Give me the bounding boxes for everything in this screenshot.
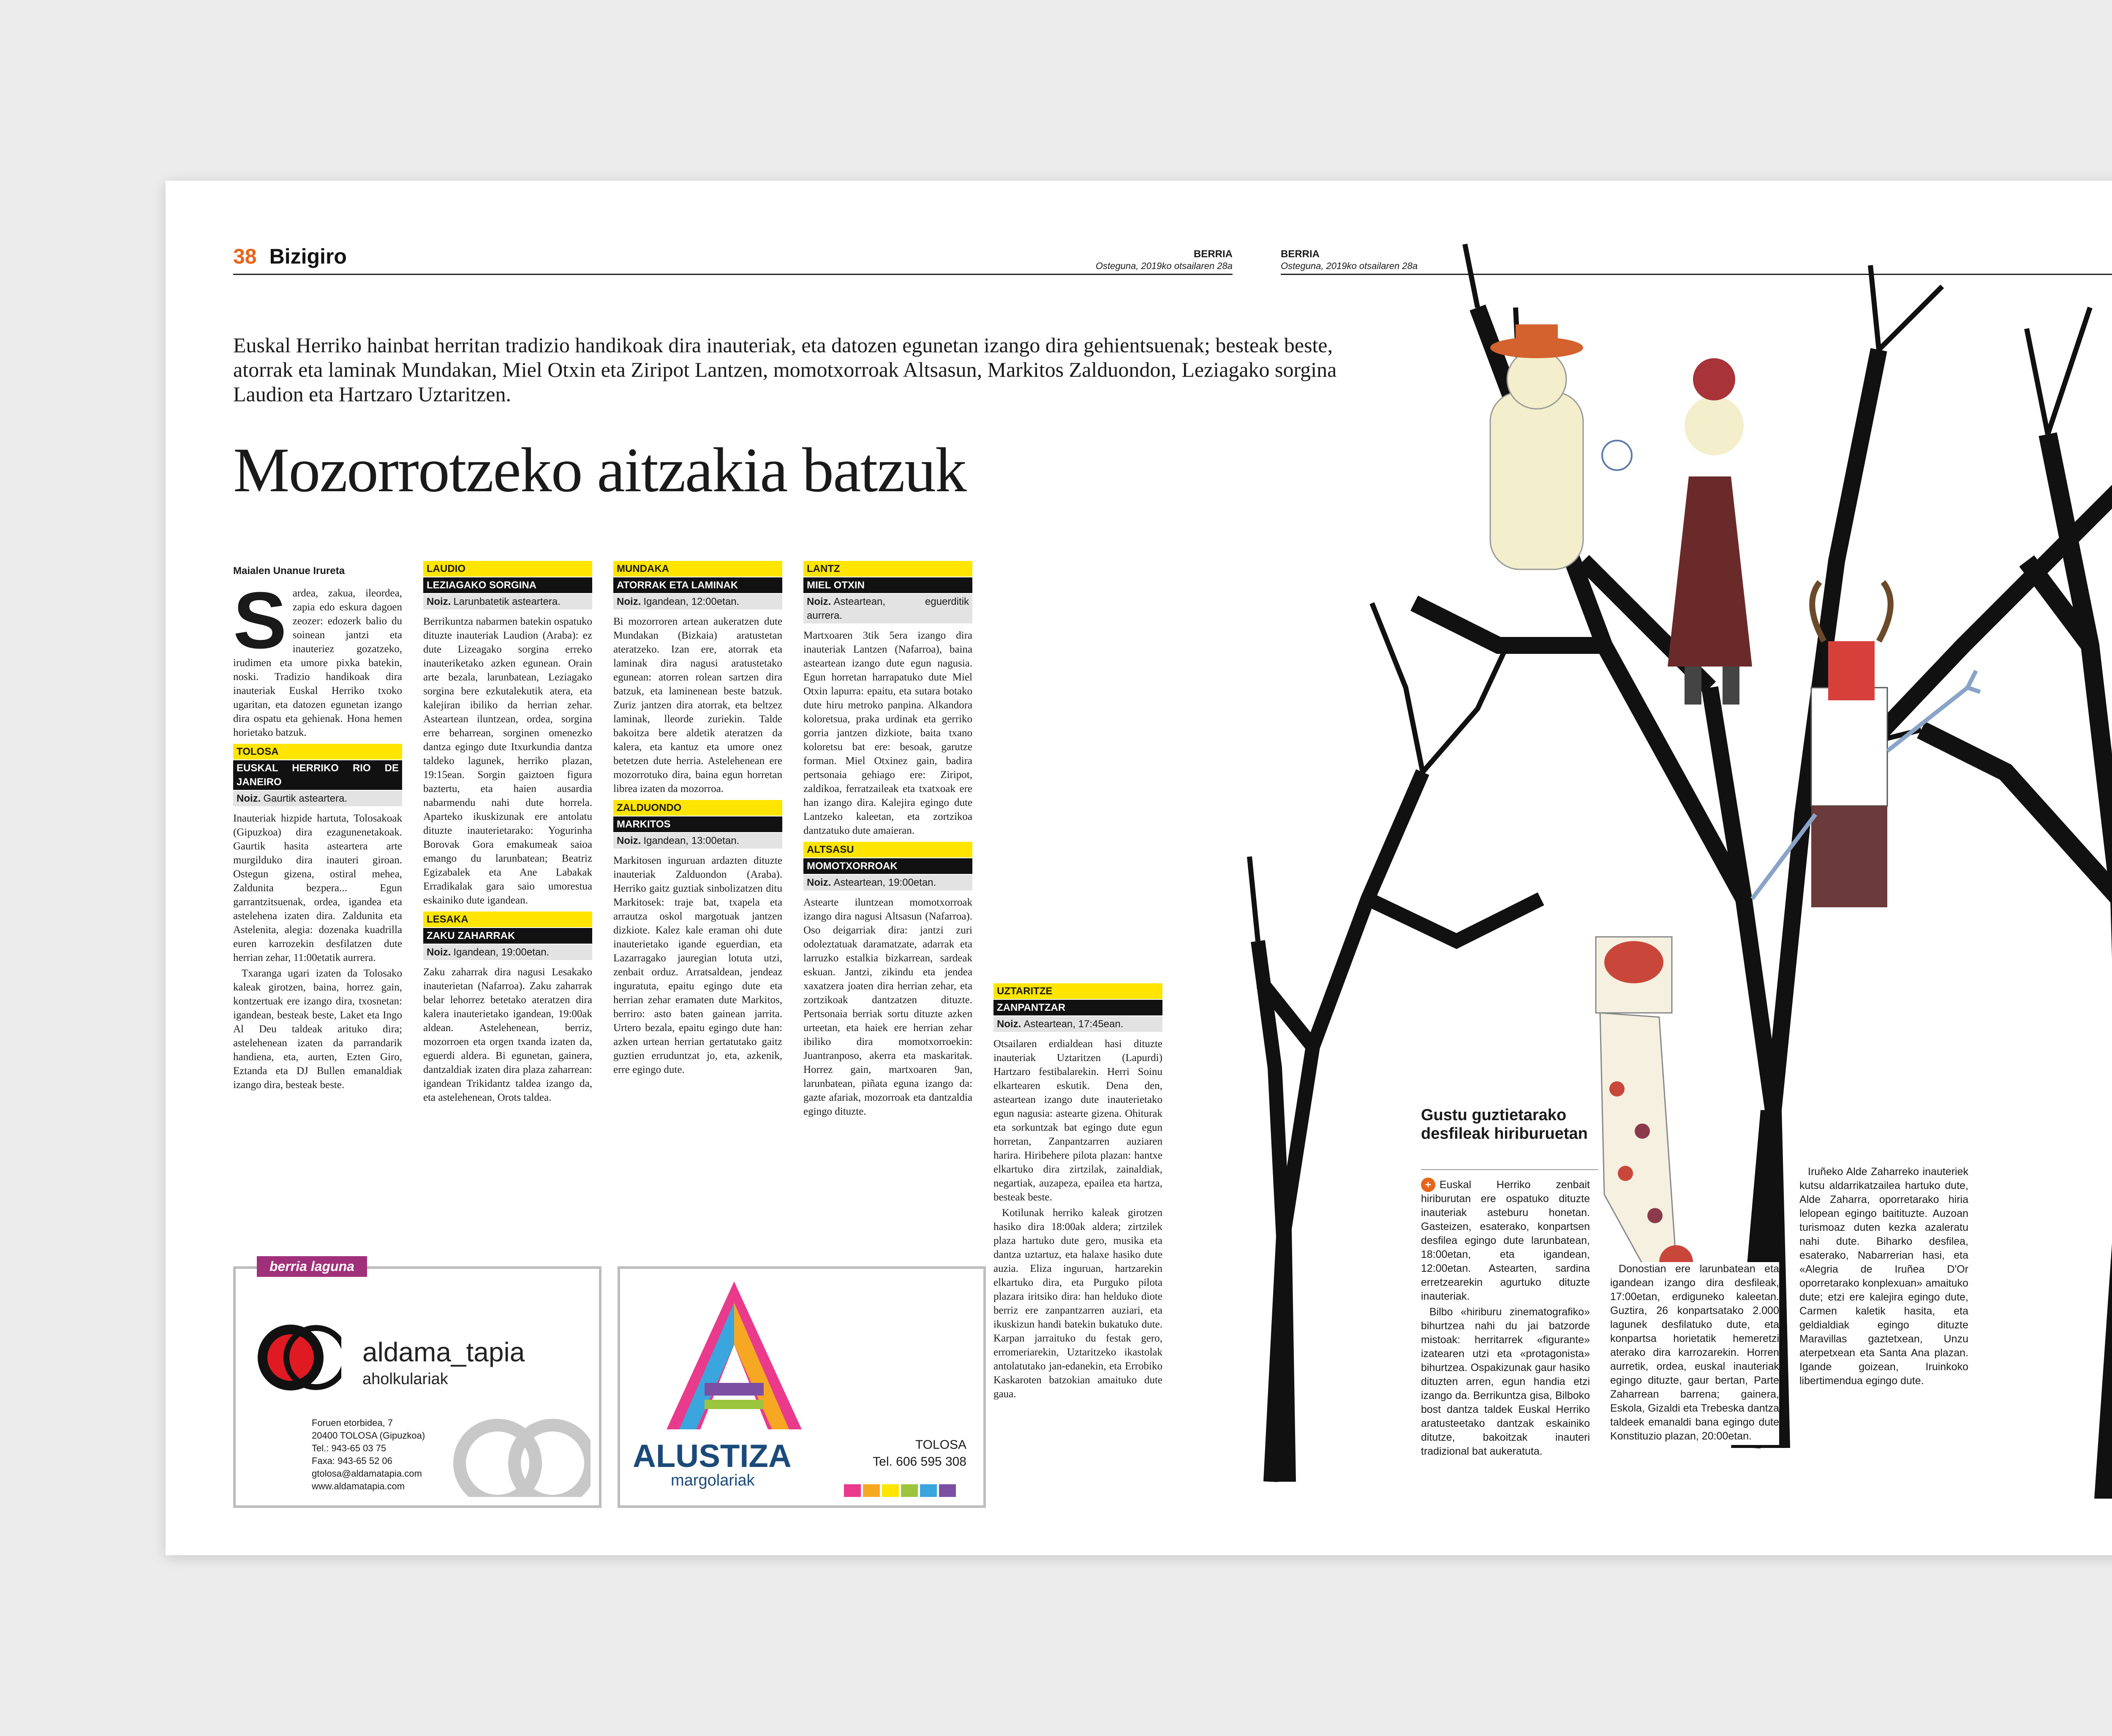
sidebar-text: Iruñeko Alde Zaharreko inauteriek kutsu aldarrikatzailea hartuko dute, Alde Zaharra, oporretarako hiria lelopean egingo baitituzte. Auzoan turismoaz duten kezka azaleratu nahi dute. Biharko desfilea, esaterako, Nabarrerian hasi, eta «Alegria de Iruñea D'Or oporretarako konplexuan» amaituko dute; etzi ere kalejira egingo dute, Carmen kaletik hasita, eta geldialdiak egingo dituzte Maravillas gaztetxean, Unzu aterpetxean eta Santa Ana plazan. Igande goizean, Iruinkoko libertimendua egingo dute. <box>1799 1166 1968 1387</box>
sidebar-text: Donostian ere larunbatean eta igandean izango dira desfileak, 17:00etan, erdiguneko kaleetan. Guztira, 26 konpartsatako 2.000 lagunek desfilatuko dute, eta konpartsa horietatik hemeretzi aterako dira karrozarekin. Horren aurretik, ordea, euskal inauteriak egingo dituzte, gaur bertan, Parte Zaharrean barrena; gainera, Eskola, Gizaldi eta Trebeska dantza taldeek emanaldi bana egingo dute Konstituzio plazan, 20:00etan. <box>1610 1263 1779 1442</box>
lead-text: ardea, zakua, ileordea, zapia edo eskura dagoen zeozer: edozerk balio du soinean jantzi eta inauteriez gozatzeko, irudimen eta umore pixka batekin, noski. Tradizio handikoak dira inauteriak Euskal Herriko txoko ugaritan, eta datozen egunetan izango dira ospatu eta gehienak. <box>233 588 402 724</box>
event-box-mundaka: MUNDAKA ATORRAK ETA LAMINAK Noiz. Igandean, 12:00etan. <box>613 561 782 610</box>
article-intro: Euskal Herriko hainbat herritan tradizio handikoak dira inauteriak, eta datozen egunetan izango dira gehientsuenak; besteak beste, atorrak eta laminak Mundakan, Miel Otxin eta Ziripot Lantzen, momotxorroak Altsasun, Markitos Zalduondon, Leziagako sorgina Laudion eta Hartzaro Uztaritzen. <box>233 333 1337 406</box>
ad-contact: Foruen etorbidea, 7 20400 TOLOSA (Gipuzkoa) Tel.: 943-65 03 75 Faxa: 943-65 52 06 gtolosa@aldamatapia.com www.aldamatapia.com <box>312 1418 425 1491</box>
sidebar-text: Bilbo «hiriburu zinematografiko» bihurtzea nahi du jai batzorde mistoak: herritarrek «figurante» izatearen utzi eta «protagonista» bihurtzea. Ospakizunak gaur hasiko dituzten arren, egun handia etzi izango da. Berrikuntza gisa, Bilboko bost dantza taldek Euskal Herriko aratusteetako dantzak eskainiko ditutze, bakoitzak inauteri tradizional bat aukeratuta. <box>1421 1306 1590 1457</box>
column-2 <box>423 557 592 1106</box>
ad-company-name: aldama_tapia <box>362 1337 525 1367</box>
event-box-lesaka: LESAKA ZAKU ZAHARRAK Noiz. Igandean, 19:00etan. <box>423 912 592 960</box>
column-4 <box>803 557 972 1120</box>
article-headline: Mozorrotzeko aitzakia batzuk <box>233 435 966 505</box>
aldama-tapia-logo <box>257 1315 341 1400</box>
event-text: Txaranga ugari izaten da Tolosako kaleak girotzen, baina, horrez gain, kontzertuak ere izango dira, txosnetan: igandean, besteak beste, Laket eta Ingo Al Deu taldeak arituko dira; astelehenean izaten da parrandarik handiena, eta, aurten, Ezten Giro, Eztanda eta DJ Bullen emanaldiak izango dira, besteak beste. <box>233 968 402 1091</box>
ad-town: TOLOSA <box>915 1438 966 1452</box>
publication-info <box>1096 248 1233 272</box>
dropcap: S <box>233 576 287 665</box>
event-text: Markitosen inguruan ardazten dituzte inauteriak Zalduondon (Araba). Herriko gaitz guztiak sinbolizatzen ditu Markitosek: traje bat, txapela eta arrautza oskol margotuak jantzen dizkiote. Kalez kale eraman ohi dute inauterietako igande eguerdian, eta Lazarragako jauregian lotuta utzi, zenbait orduz. Arratsaldean, jendeaz inguratuta, epaitu egingo dute eta herrian zehar eramaten dute Markitos, berriro: asto baten gainean jarrita. Urtero bezala, epaitu egingo dute han: azken urtean herrian gertatutako gaitz guztien erruduntzat jo, eta, azkenik, erre egingo dute. <box>613 855 782 1075</box>
column-3 <box>613 557 782 1078</box>
event-text: Zaku zaharrak dira nagusi Lesakako inauterietan (Nafarroa). Zaku zaharrak belar lehorrez betetako ateratzen dira kalera inauterietako igandean, 19:00ak aldean. Astelehenean, berriz, mozorroen eta orgen txanda izaten da, eguerdi aldera. Bi egunetan, gainera, dantzaldiak izaten dira plaza zaharrean: igandean Trikidantz taldea izango da, eta astelehenean, Orots taldea. <box>423 966 592 1103</box>
column-5 <box>993 979 1162 1403</box>
alustiza-logo-icon <box>650 1277 819 1434</box>
bear-costume-figure <box>1490 324 1632 569</box>
publication-name: BERRIA <box>1281 248 1320 260</box>
advert-alustiza[interactable] <box>618 1266 986 1508</box>
decorative-rings-icon <box>447 1412 591 1497</box>
witch-costume-figure <box>1668 358 1752 705</box>
hanging-figure-left <box>1596 937 1693 1279</box>
event-text: Otsailaren erdialdean hasi dituzte inauteriak Uztaritzen (Lapurdi) Hartzaro festibalarekin. Herri Soinu elkartearen eskutik. Dena den, asteartean izango dute inauterietako egun nagusia: astearte gizena. Ohiturak eta sorkuntzak bat egingo dute egun horretan, Zanpantzarren auziaren harira. Hiribehere pilota plazan: hantxe elkartuko dira zirtzilak, zainaldiak, negartiak, auzapeza, epailea eta hartza, besteak beste. <box>993 1038 1162 1203</box>
byline: Maialen Unanue Irureta <box>233 565 345 577</box>
top-rule <box>233 274 1233 275</box>
sidebar-column-1: + Euskal Herriko zenbait hiriburutan ere ospatuko dituzte inauteriak asteburu honetan. Gasteizen, esaterako, konpartsen desfilea egingo dute larunbatean, 18:00etan, eta igandean, 12:00etan. Astearten, sardina erretzearekin agurtuko dituzte inauteriak. Bilbo «hiriburu zinematografiko» bihurtzea nahi du jai batzorde mistoak: herritarrek «figurante» izatearen utzi eta «protagonista» bihurtzea. Ospakizunak gaur hasiko dituzten arren, egun handia etzi izango da. Berrikuntza gisa, Bilboko bost dantza taldek Euskal Herriko aratusteetako dantzak eskainiko ditutze, bakoitzak inauteri tradizional bat aukeratuta. <box>1421 1178 1590 1460</box>
rainbow-stripes-icon <box>844 1480 971 1501</box>
event-text: Martxoaren 3tik 5era izango dira inauteriak Lantzen (Nafarroa), baina asteartean izango dute egun nagusia. Egun horretan harrapatuko dute Miel Otxin lapurra: epaitu, eta sutara botako dute hiru metroko panpina. Alkandora koloretsua, praka urdinak eta gerriko gorria jantzen dizkiote, baita txano koloretsu bat ere: besoak, garutze forman. Miel Otxinez gain, badira pertsonaia gehiago ere: Ziripot, zaldikoa, ferratzaileak eta txatxoak ere han izango dira. Kalejira egingo dute Lantzeko kaleetan, eta zortzikoa dantzatuko dute amaieran. <box>803 630 972 836</box>
ad-company-name: ALUSTIZA <box>633 1438 792 1474</box>
event-box-zalduondo: ZALDUONDO MARKITOS Noiz. Igandean, 13:00etan. <box>613 800 782 849</box>
event-text: Astearte iluntzean momotxorroak izango dira nagusi Altsasun (Nafarroa). Oso deigarriak dira: jantzi zuri odoleztatuak daramatzate, adarrak eta larruzko estalkia bizkarrean, sardeak eskuan. Jantzi, zikindu eta jendea xaxatzera joaten dira herrian zehar, eta zortzikoak dantzatzen dituzte. Pertsonaia berriak sortu dituzte azken urteetan, eta haiek ere herrian zehar ibiliko dira momotxorroekin: Juantranposo, akerra eta maskaritak. Horrez gain, martxoaren 9an, larunbatean, piñata eguna izango da: gazte afariak, mozorroak eta dantzaldia egingo dituzte. <box>803 897 972 1117</box>
publication-date: Osteguna, 2019ko otsailaren 28a <box>1095 261 1233 271</box>
event-text: Inauteriak hizpide hartuta, Tolosakoak (Gipuzkoa) dira ezagunenetakoak. Gaurtik hasita asteartera arte murgilduko dira inauteri giroan. Ostegun gizena, ostiral mehea, Zaldunita bezpera... Egun garrantzitsuenak, ordea, igandea eta astelehena izaten dira. Zaldunita eta Astelenita, alegia: dozenaka kuadrilla euren karrozekin desfilatzen dute herrian zehar, 11:00etatik aurrera. <box>233 813 402 963</box>
folio-left <box>233 244 347 269</box>
event-box-tolosa: TOLOSA EUSKAL HERRIKO RIO DE JANEIRO Noiz. Gaurtik asteartera. <box>233 744 402 806</box>
event-text: Berrikuntza nabarmen batekin ospatuko dituzte inauteriak Laudion (Araba): ez dute Lizeagako sorgina erreko inauteriketako azken egunean. Orain arte bezala, larunbatean, Leziagako sorgina bere ezkutalekutik atera, eta kalejiran ibiliko da herrian zehar. Asteartean iluntzean, ordea, sorgina erre beharrean, sorginen omenezko dantza egingo dute Itxurkundia dantza taldeko lagunek, herriko plazan, 19:15ean. Sorgin gaiztoen figura baztertu, eta haien ausardia nabarmendu nahi dute horrela. Aparteko ikuskizunak ere antolatu dituzte inauterietarako: Yogurinha Borovak Gora emakumeak saioa emango du larunbatean; Beatriz Egizabalek eta Ane Labakak Erradikalak gara saio umorestua eskainiko dute igandean. <box>423 616 592 906</box>
page-number: 38 <box>233 245 257 268</box>
section-name: Bizigiro <box>269 245 347 268</box>
sidebar-column-2 <box>1610 1262 1779 1445</box>
publication-date: Osteguna, 2019ko otsailaren 28a <box>1281 261 1418 271</box>
event-box-uztaritze: UZTARITZE ZANPANTZAR Noiz. Asteartean, 17:45ean. <box>993 983 1162 1032</box>
newspaper-spread <box>166 181 2112 1555</box>
sidebar-title: Gustu guztietarako desfileak hiriburuetan <box>1421 1106 1588 1143</box>
event-box-laudio: LAUDIO LEZIAGAKO SORGINA Noiz. Larunbatetik asteartera. <box>423 561 592 610</box>
event-box-lantz: LANTZ MIEL OTXIN Noiz. Asteartean, eguerditik aurrera. <box>803 561 972 623</box>
ad-phone: Tel. 606 595 308 <box>873 1455 966 1469</box>
plus-icon: + <box>1421 1178 1435 1192</box>
event-text: Kotilunak herriko kaleak girotzen hasiko dira 18:00ak aldera; zirtzilek plaza hartuko dute gero, musika eta dantza uztartuz, eta halaxe hasiko dute auzia. Eliza inguruan, hartzarekin elkartuko dira, eta Purguko pilota plazara iritsiko dira: han helduko diote berriz ere zanpantzarren auziari, eta ikuskizun handi batekin bukatuko dute. Karpan jarraituko du festak gero, erromeriarekin, Uztaritzeko ikastolak antolatutako jan-edanekin, eta Errobiko Kaskaroten batzokian amaituko dute gaua. <box>993 1207 1162 1400</box>
event-text: Bi mozorroren artean aukeratzen dute Mundakan (Bizkaia) aratustetan ateratzeko. Izan ere, atorrak eta laminak dira nagusi aratustetako egunean: atorren rolean sartzen dira batzuk, eta laminenean beste batzuk. Zuriz jantzen dira atorrak, eta beltzez laminak, lleorde zuriekin. Talde bakoitza bere aldetik ateratzen da kalera, eta kantuz eta umore onez betetzen dute herria. Astelehenean ere mozorrotuko dira, baina egun horretan librea izaten da mozorroa. <box>613 616 782 795</box>
sidebar-rule <box>1421 1169 1598 1170</box>
event-box-altsasu: ALTSASU MOMOTXORROAK Noiz. Asteartean, 19:00etan. <box>803 842 972 890</box>
publication-name: BERRIA <box>1193 248 1233 260</box>
column-1: Sardea, zakua, ileordea, zapia edo eskura dagoen zeozer: edozerk balio du soinean jantzi eta inauteriez gozatzeko, irudimen eta umore pixka batekin, noski. Tradizio handikoak dira inauteriak Euskal Herriko txoko ugaritan, eta datozen egunetan izango dira ospatu eta gehienak. Hona hemen horietako batzuk. TOLOSA EUSKAL HERRIKO RIO DE JANEIRO Noiz. Gaurtik asteartera. Inauteriak hizpide hartuta, Tolosakoak (Gipuzkoa) dira ezagunenetakoak. Gaurtik hasita asteartera arte murgilduko dira inauteri giroan. Ostegun gizena, ostiral mehea, Zaldunita bezpera... Egun garrantzitsuenak, ordea, igandea eta astelehena izaten dira. Zaldunita eta Astelenita, alegia: dozenaka kuadrilla euren karrozekin desfilatzen dute herrian zehar, 11:00etatik aurrera. Txaranga ugari izaten da Tolosako kaleak girotzen, baina, horrez gain, kontzertuak ere izango dira, txosnetan: igandean, besteak beste, Laket eta Ingo Al Deu taldeak arituko dira; astelehenean izaten da parrandarik handiena, eta, aurten, Ezten Giro, Eztanda eta DJ Bullen emanaldiak izango dira, besteak beste. <box>233 586 402 1094</box>
sidebar-column-3 <box>1799 1165 1968 1390</box>
ad-tag: berria laguna <box>257 1256 367 1277</box>
ad-company-sub: aholkulariak <box>362 1370 448 1388</box>
ad-company-sub: margolariak <box>671 1472 755 1489</box>
advert-aldama-tapia[interactable] <box>233 1259 601 1508</box>
